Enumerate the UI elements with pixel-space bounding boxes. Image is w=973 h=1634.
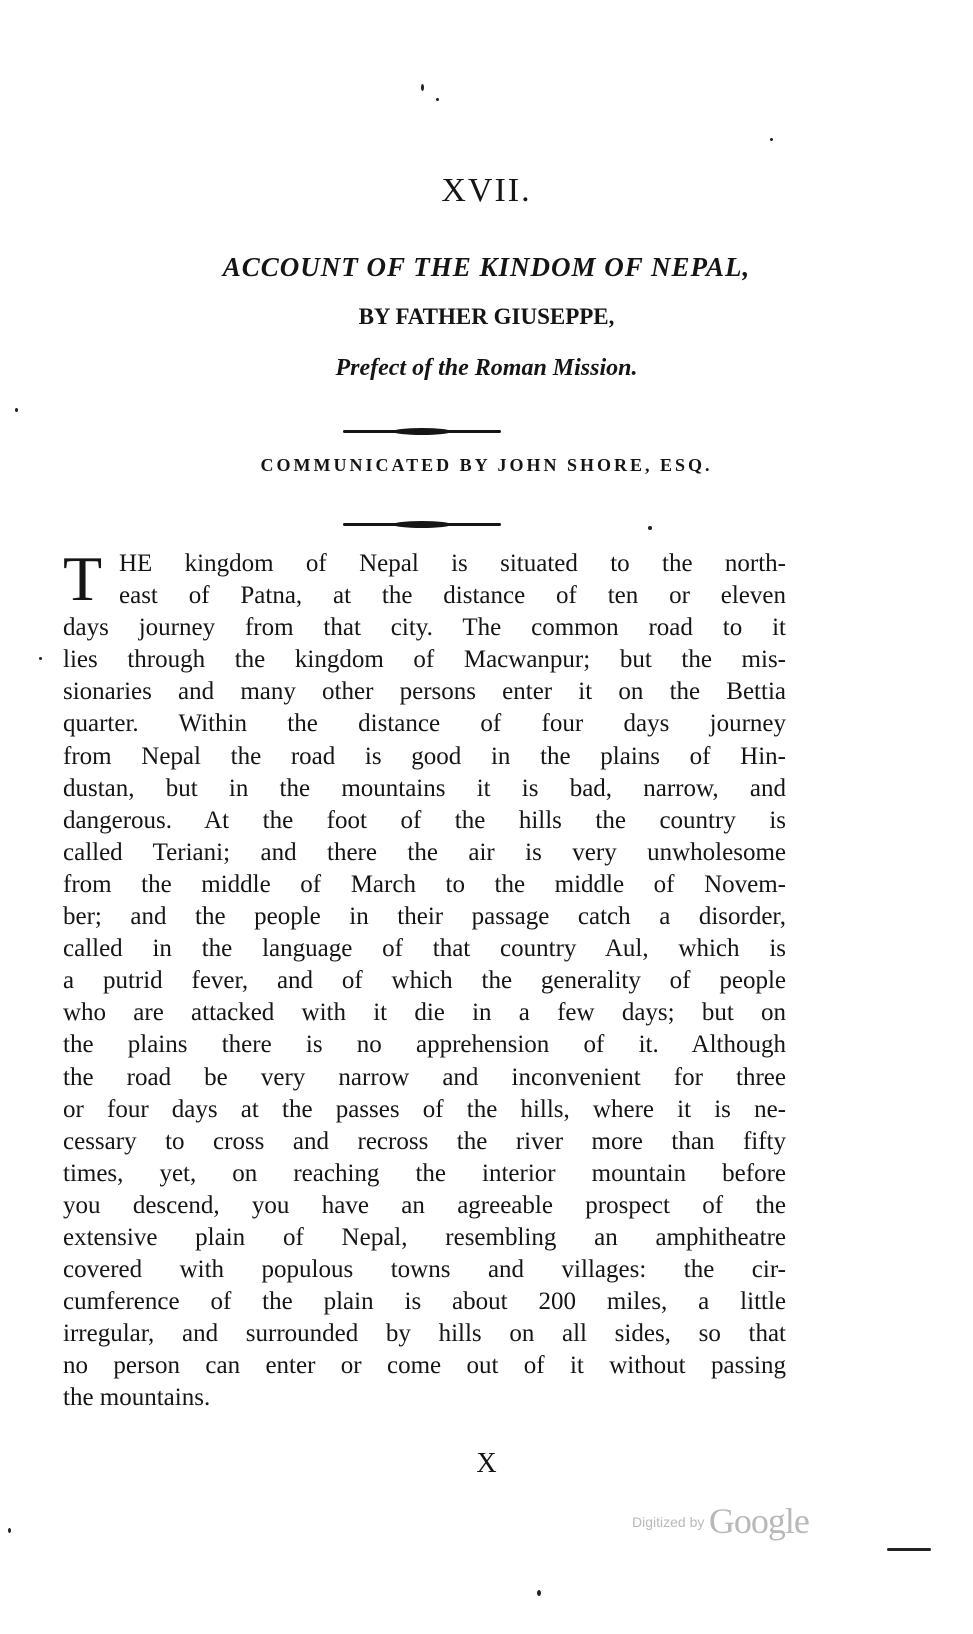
watermark-prefix: Digitized by — [632, 1514, 705, 1530]
text-line: irregular, and surrounded by hills on all sides, so that — [63, 1320, 786, 1348]
author-line: BY FATHER GIUSEPPE, — [358, 304, 615, 329]
paragraph-lines — [63, 543, 786, 1415]
text-line: you descend, you have an agreeable prospect of the — [63, 1191, 786, 1219]
text-line: lies through the kingdom of Macwanpur; but the mis- — [63, 646, 786, 674]
author-affiliation: Prefect of the Roman Mission. — [335, 355, 638, 381]
body-paragraph — [63, 543, 786, 1415]
scan-speck — [537, 1590, 541, 1596]
text-line: quarter. Within the distance of four days journey — [63, 710, 786, 738]
text-line: dustan, but in the mountains it is bad, narrow, and — [63, 774, 786, 802]
text-line: ber; and the people in their passage catch a disorder, — [63, 903, 786, 931]
scan-speck — [8, 1528, 11, 1533]
text-line: HE kingdom of Nepal is situated to the north- — [119, 550, 786, 577]
watermark-brand: Google — [708, 1501, 809, 1541]
text-line: the road be very narrow and inconvenient for three — [63, 1063, 786, 1091]
communicated-by-line: COMMUNICATED BY JOHN SHORE, ESQ. — [260, 455, 713, 475]
text-line: cessary to cross and recross the river more than fifty — [63, 1127, 786, 1155]
page-edge-mark — [887, 1548, 931, 1551]
text-line: from Nepal the road is good in the plains of Hin- — [63, 742, 786, 770]
text-line: called Teriani; and there the air is very unwholesome — [63, 838, 786, 866]
chapter-number: XVII. — [441, 172, 532, 209]
text-line: from the middle of March to the middle of Novem- — [63, 870, 786, 898]
text-line: east of Patna, at the distance of ten or eleven — [119, 582, 786, 610]
scan-speck — [770, 138, 773, 141]
text-line: called in the language of that country Aul, which is — [63, 935, 786, 963]
text-line: sionaries and many other persons enter it on the Bettia — [63, 678, 786, 706]
text-line: extensive plain of Nepal, resembling an amphitheatre — [63, 1223, 786, 1251]
text-line: or four days at the passes of the hills, where it is ne- — [63, 1095, 786, 1123]
drop-cap: T — [63, 543, 103, 614]
catchword: X — [476, 1448, 497, 1479]
text-line: a putrid fever, and of which the generality of people — [63, 967, 786, 995]
ornamental-rule-top — [343, 430, 501, 433]
scan-speck — [436, 98, 439, 101]
text-line: covered with populous towns and villages: the cir- — [63, 1256, 786, 1284]
scan-speck — [648, 526, 652, 530]
text-line: the mountains. — [63, 1384, 211, 1412]
article-title: ACCOUNT OF THE KINDOM OF NEPAL, — [222, 252, 751, 282]
text-line: times, yet, on reaching the interior mountain before — [63, 1159, 786, 1187]
scan-speck — [15, 408, 18, 412]
scan-speck — [421, 84, 424, 91]
scan-speck — [39, 657, 42, 660]
ornamental-rule-bottom — [343, 523, 501, 526]
digitization-watermark — [632, 1500, 809, 1542]
text-line: the plains there is no apprehension of it. Although — [63, 1031, 786, 1059]
text-line: cumference of the plain is about 200 miles, a little — [63, 1288, 786, 1316]
text-line: no person can enter or come out of it without passing — [63, 1352, 786, 1380]
text-line: who are attacked with it die in a few days; but on — [63, 999, 786, 1027]
text-line: days journey from that city. The common road to it — [63, 614, 786, 642]
text-line: dangerous. At the foot of the hills the country is — [63, 806, 786, 834]
